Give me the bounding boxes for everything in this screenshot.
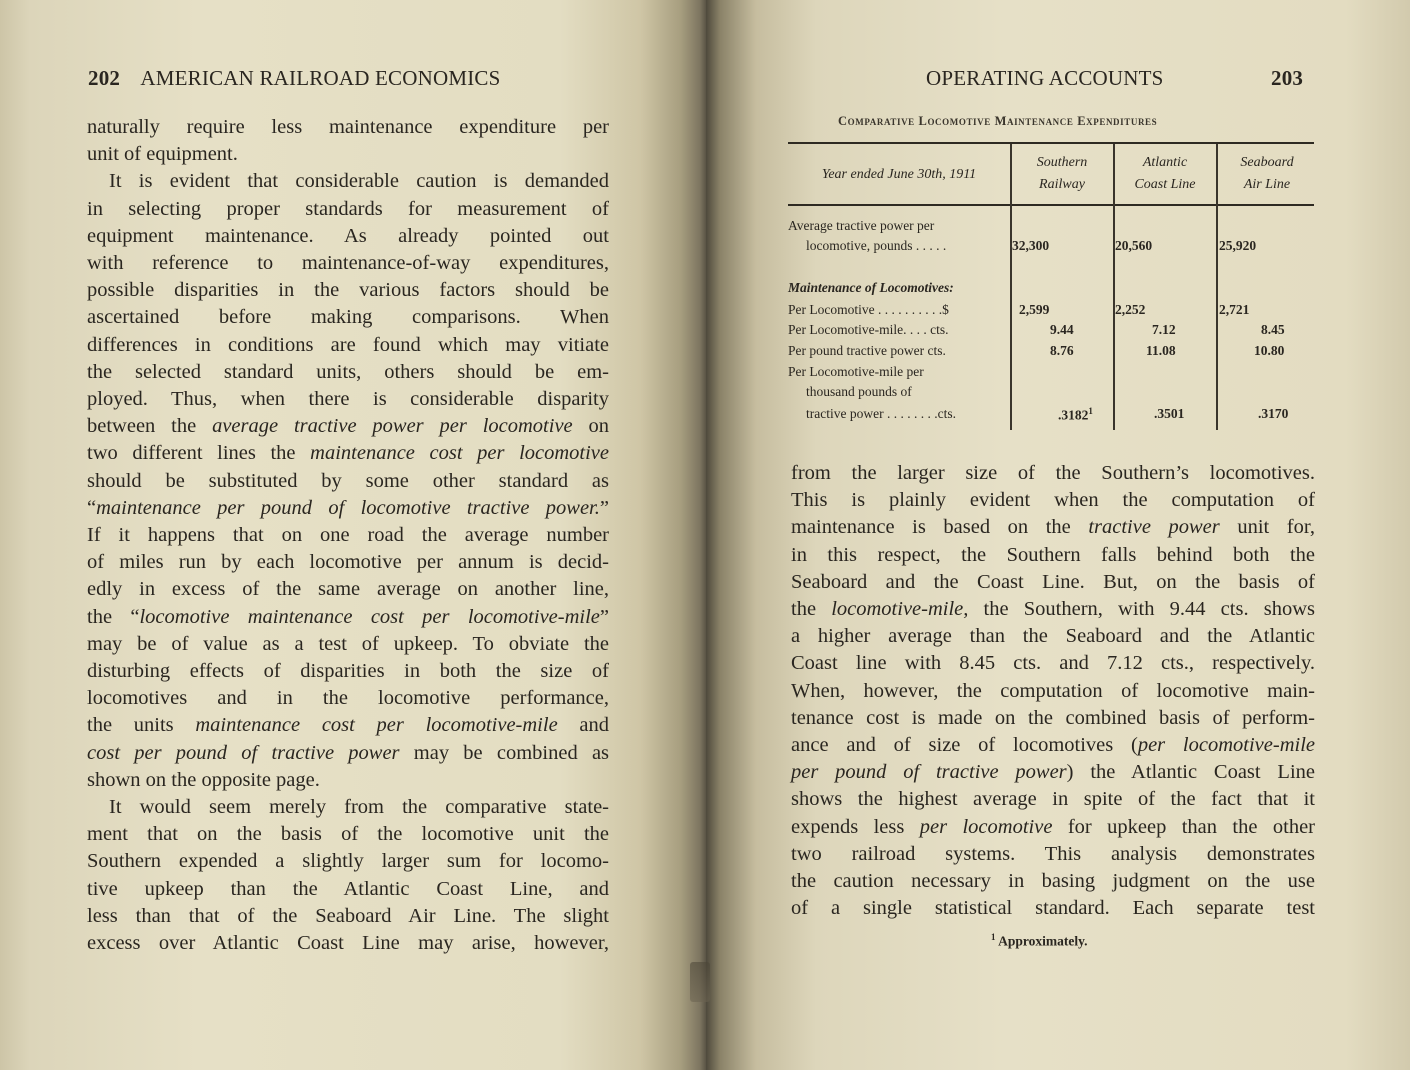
- text-run: ascertained before making comparisons. When: [87, 306, 609, 329]
- row-label: Average tractive power per: [788, 218, 935, 233]
- text-run: two railroad systems. This analysis demonstrates: [791, 842, 1315, 865]
- right-running-title: OPERATING ACCOUNTS: [926, 66, 1164, 90]
- col-header-southern: [1011, 152, 1113, 196]
- text-run: should be substituted by some other standard as: [87, 469, 609, 492]
- text-line: [87, 223, 609, 250]
- text-line: [87, 168, 609, 195]
- text-run: the units: [87, 714, 174, 737]
- italic-run: per locomotive-mile: [1137, 734, 1315, 757]
- text-run: maintenance is based on the: [791, 516, 1071, 539]
- text-run: two different lines the: [87, 442, 296, 465]
- text-run: unit for,: [1237, 516, 1316, 539]
- text-line: [791, 895, 1315, 922]
- table-cell: .3501: [1154, 406, 1185, 421]
- text-run: ment that on the basis of the locomotive unit the: [87, 823, 609, 846]
- text-run: If it happens that on one road the average number: [87, 524, 609, 547]
- col-header-seaboard: [1217, 152, 1317, 196]
- text-line: [87, 631, 609, 658]
- expenditure-table: [788, 138, 1314, 434]
- text-run: the Southern, with 9.44 cts. shows: [983, 598, 1315, 621]
- text-line: [791, 732, 1315, 759]
- text-run: equipment maintenance. As already pointed out: [87, 224, 609, 247]
- text-run: in this respect, the Southern falls behind both the: [791, 543, 1315, 566]
- text-run: It would seem merely from the comparative state-: [109, 796, 609, 819]
- text-run: shown on the opposite page.: [87, 768, 320, 791]
- col-header-atlantic: [1114, 152, 1216, 196]
- text-run: differences in conditions are found which may vitiate: [87, 333, 609, 356]
- text-line: [87, 332, 609, 359]
- text-run: naturally require less maintenance expenditure per: [87, 116, 609, 138]
- col-header-line: Coast Line: [1134, 177, 1196, 192]
- text-line: [87, 848, 609, 875]
- text-line: [87, 495, 609, 522]
- text-line: [791, 487, 1315, 514]
- table-cell: 11.08: [1146, 343, 1176, 358]
- text-run: a higher average than the Seaboard and the Atlantic: [791, 625, 1315, 648]
- text-line: [87, 821, 609, 848]
- table-cell: 25,920: [1219, 238, 1257, 253]
- text-run: ) the Atlantic Coast Line: [1066, 761, 1315, 784]
- text-run: in selecting proper standards for measurement of: [87, 197, 609, 220]
- table-cell: 32,300: [1012, 238, 1050, 253]
- row-label: locomotive, pounds . . . . .: [806, 238, 947, 253]
- text-run: from the larger size of the Southern’s locomotives.: [791, 462, 1315, 484]
- text-line: [87, 440, 609, 467]
- text-run: ance and of size of locomotives (: [791, 734, 1138, 757]
- text-line: [87, 196, 609, 223]
- row-label: Per pound tractive power cts.: [788, 343, 946, 358]
- table-cell: 7.12: [1152, 322, 1176, 337]
- left-running-head: [88, 66, 548, 91]
- text-line: [87, 685, 609, 712]
- text-run: ”: [599, 496, 609, 519]
- footnote-mark: 1: [991, 932, 996, 942]
- text-run: the selected standard units, others should be em-: [87, 360, 609, 383]
- text-run: tenance cost is made on the combined basis of perform-: [791, 706, 1315, 729]
- text-run: locomotives and in the locomotive performance,: [87, 687, 609, 710]
- text-line: [87, 576, 609, 603]
- text-line: [791, 678, 1315, 705]
- italic-run: locomotive maintenance cost per locomotive-mile: [139, 605, 600, 628]
- table-cell: 2,252: [1115, 302, 1146, 317]
- col-header-line: Railway: [1039, 177, 1085, 192]
- text-line: [87, 386, 609, 413]
- text-line: [791, 841, 1315, 868]
- table-cell: 2,721: [1219, 302, 1250, 317]
- text-line: [791, 460, 1315, 487]
- text-run: This is plainly evident when the computation of: [791, 489, 1315, 512]
- text-run: ”: [599, 605, 609, 628]
- text-run: of miles run by each locomotive per annum is decid-: [87, 551, 609, 574]
- text-line: [87, 277, 609, 304]
- table-cell: [1058, 406, 1093, 424]
- text-line: [791, 814, 1315, 841]
- row-label: Per Locomotive-mile per: [788, 364, 924, 379]
- text-line: [87, 712, 609, 739]
- col-header-line: Seaboard: [1240, 155, 1294, 170]
- table-top-rule: [788, 142, 1314, 144]
- text-run: edly in excess of the same average on another line,: [87, 578, 609, 601]
- text-line: [791, 650, 1315, 677]
- text-run: expends less: [791, 815, 905, 838]
- table-header-rule: [788, 204, 1314, 206]
- text-line: [791, 514, 1315, 541]
- text-run: It is evident that considerable caution is demanded: [109, 170, 609, 193]
- text-line: [87, 250, 609, 277]
- text-run: less than that of the Seaboard Air Line. The slight: [87, 904, 609, 927]
- text-run: may be of value as a test of upkeep. To obviate the: [87, 632, 609, 655]
- left-running-title: AMERICAN RAILROAD ECONOMICS: [140, 66, 501, 90]
- footnote: [991, 932, 1088, 950]
- text-run: of a single statistical standard. Each separate test: [791, 897, 1315, 920]
- text-line: [87, 740, 609, 767]
- text-line: [87, 522, 609, 549]
- text-run: on: [588, 415, 610, 438]
- text-line: [791, 759, 1315, 786]
- table-title: Comparative Locomotive Maintenance Expenditures: [838, 114, 1158, 128]
- text-line: [87, 794, 609, 821]
- left-body-text: [87, 114, 609, 957]
- text-line: [87, 930, 609, 957]
- italic-run: maintenance cost per locomotive: [310, 442, 610, 465]
- text-line: [87, 141, 609, 168]
- text-run: may be combined as: [413, 741, 610, 764]
- text-line: [87, 304, 609, 331]
- text-line: [87, 604, 609, 631]
- text-run: the “: [87, 605, 140, 628]
- italic-run: per locomotive: [919, 815, 1053, 838]
- right-page: [706, 0, 1410, 1070]
- text-line: [87, 114, 609, 141]
- text-run: shows the highest average in spite of the fact that it: [791, 788, 1315, 811]
- text-line: [791, 542, 1315, 569]
- row-label: Per Locomotive-mile. . . . cts.: [788, 322, 949, 337]
- text-run: tive upkeep than the Atlantic Coast Line, and: [87, 877, 609, 900]
- italic-run: maintenance cost per locomotive-mile: [195, 714, 558, 737]
- text-run: disturbing effects of disparities in both the size of: [87, 660, 609, 683]
- right-body-text: [791, 460, 1315, 922]
- text-line: [87, 767, 609, 794]
- text-run: ployed. Thus, when there is considerable disparity: [87, 388, 609, 411]
- text-run: Seaboard and the Coast Line. But, on the basis of: [791, 570, 1315, 593]
- section-label: Maintenance of Locomotives:: [788, 280, 954, 295]
- text-line: [87, 658, 609, 685]
- text-run: with reference to maintenance-of-way expenditures,: [87, 252, 609, 275]
- text-run: “: [87, 496, 97, 519]
- col-header-line: Southern: [1036, 155, 1088, 170]
- row-label: Per Locomotive . . . . . . . . . .$: [788, 302, 949, 317]
- text-run: excess over Atlantic Coast Line may arise, however,: [87, 932, 609, 955]
- col-header-line: Air Line: [1243, 177, 1291, 192]
- text-line: [791, 596, 1315, 623]
- left-page-number: 202: [88, 66, 121, 90]
- text-line: [791, 623, 1315, 650]
- table-cell: .3170: [1258, 406, 1289, 421]
- table-cell-value: .3182: [1058, 407, 1089, 423]
- table-cell: 20,560: [1115, 238, 1153, 253]
- italic-run: per pound of tractive power: [791, 761, 1067, 784]
- col-header-line: Atlantic: [1142, 155, 1188, 170]
- row-label: thousand pounds of: [806, 384, 912, 399]
- footnote-ref: 1: [1088, 406, 1093, 416]
- italic-run: cost per pound of tractive power: [87, 741, 400, 764]
- italic-run: locomotive-mile,: [831, 598, 969, 621]
- text-run: Southern expended a slightly larger sum for locomo-: [87, 850, 609, 873]
- italic-run: maintenance per pound of locomotive tractive power.: [96, 496, 600, 519]
- text-run: the caution necessary in basing judgment on the use: [791, 870, 1315, 893]
- right-page-number: 203: [1271, 66, 1304, 90]
- table-cell: 10.80: [1254, 343, 1285, 358]
- text-line: [791, 705, 1315, 732]
- text-line: [87, 468, 609, 495]
- text-line: [791, 868, 1315, 895]
- table-cell: 8.76: [1050, 343, 1074, 358]
- text-line: [791, 786, 1315, 813]
- text-run: and: [579, 714, 609, 737]
- text-run: for upkeep than the other: [1067, 815, 1316, 838]
- table-cell: 8.45: [1261, 322, 1285, 337]
- text-line: [791, 569, 1315, 596]
- text-line: [87, 903, 609, 930]
- text-line: [87, 549, 609, 576]
- text-run: unit of equipment.: [87, 143, 238, 166]
- text-line: [87, 359, 609, 386]
- text-run: between the: [87, 415, 197, 438]
- text-run: Coast line with 8.45 cts. and 7.12 cts., respectively.: [791, 652, 1315, 675]
- row-label: tractive power . . . . . . . .cts.: [806, 406, 956, 421]
- text-run: When, however, the computation of locomotive main-: [791, 679, 1315, 702]
- italic-run: tractive power: [1088, 516, 1220, 539]
- italic-run: average tractive power per locomotive: [212, 415, 573, 438]
- footnote-text: Approximately.: [998, 933, 1088, 949]
- text-line: [87, 876, 609, 903]
- text-run: the: [791, 598, 817, 621]
- text-line: [87, 413, 609, 440]
- stub-header: Year ended June 30th, 1911: [821, 167, 977, 182]
- text-run: possible disparities in the various factors should be: [87, 279, 609, 302]
- table-cell: 2,599: [1019, 302, 1050, 317]
- spine-shadow: [690, 962, 710, 1002]
- table-cell: 9.44: [1050, 322, 1074, 337]
